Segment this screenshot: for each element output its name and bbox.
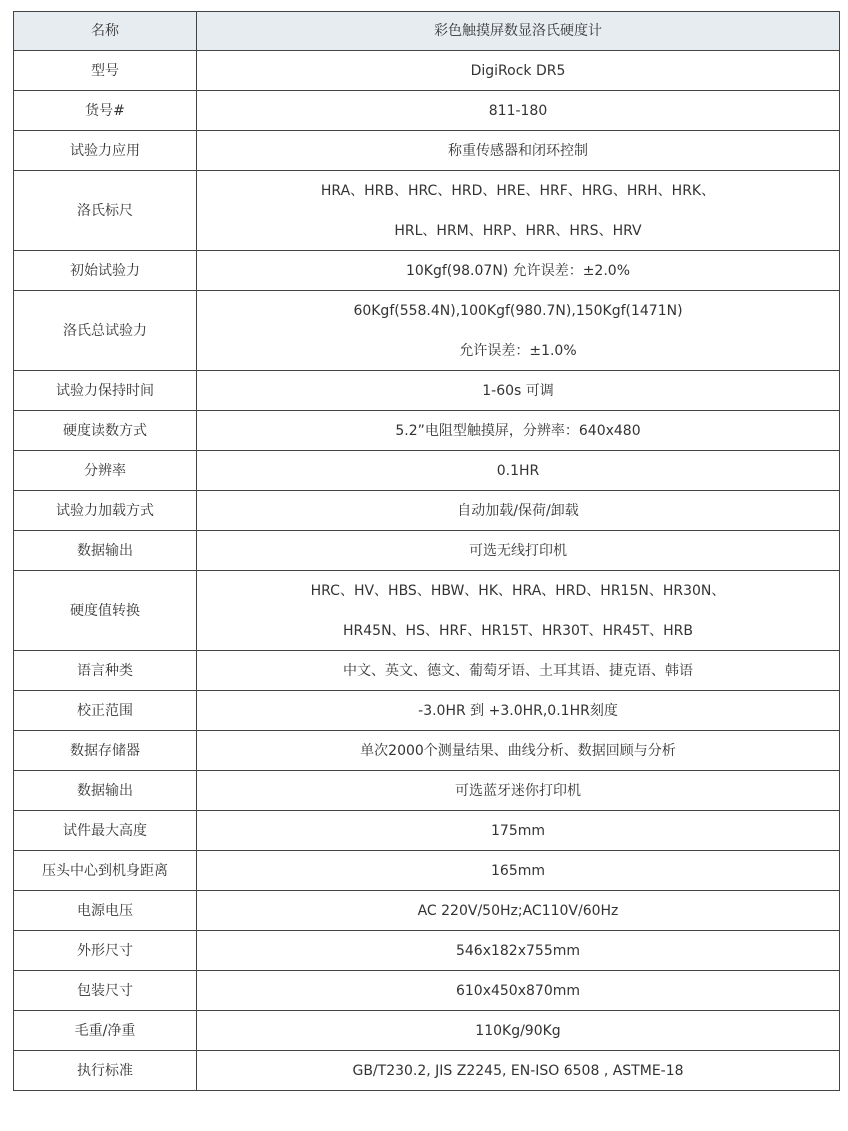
row-value-line: 自动加载/保荷/卸载 xyxy=(457,502,579,519)
table-row xyxy=(14,51,840,91)
row-label-cell: 数据输出 xyxy=(14,771,197,811)
row-value-cell xyxy=(197,811,840,851)
row-value-line: 1-60s 可调 xyxy=(482,382,554,399)
row-value-cell xyxy=(197,91,840,131)
row-value-line: -3.0HR 到 +3.0HR,0.1HR刻度 xyxy=(418,702,618,719)
row-value-line: 称重传感器和闭环控制 xyxy=(448,142,588,159)
table-row xyxy=(14,531,840,571)
row-value-cell xyxy=(197,491,840,531)
row-label-cell: 试件最大高度 xyxy=(14,811,197,851)
row-value-line: 单次2000个测量结果、曲线分析、数据回顾与分析 xyxy=(360,742,676,759)
table-row xyxy=(14,451,840,491)
row-value-line: HR45N、HS、HRF、HR15T、HR30T、HR45T、HRB xyxy=(343,622,693,639)
table-row xyxy=(14,251,840,291)
row-value-cell xyxy=(197,51,840,91)
row-value-line: HRL、HRM、HRP、HRR、HRS、HRV xyxy=(394,222,642,239)
row-value-cell xyxy=(197,731,840,771)
table-row xyxy=(14,691,840,731)
table-row xyxy=(14,1011,840,1051)
row-label-cell: 型号 xyxy=(14,51,197,91)
row-label-cell: 试验力加载方式 xyxy=(14,491,197,531)
row-value-cell xyxy=(197,931,840,971)
row-label-cell: 试验力应用 xyxy=(14,131,197,171)
table-row xyxy=(14,91,840,131)
row-value-cell xyxy=(197,451,840,491)
row-value-cell xyxy=(197,771,840,811)
row-value-cell xyxy=(197,691,840,731)
row-label-cell: 校正范围 xyxy=(14,691,197,731)
row-value-cell xyxy=(197,251,840,291)
row-value-line: 110Kg/90Kg xyxy=(475,1022,561,1039)
header-label-cell: 名称 xyxy=(14,12,197,51)
row-value-line: 中文、英文、德文、葡萄牙语、土耳其语、捷克语、韩语 xyxy=(343,662,693,679)
table-header-row xyxy=(14,12,840,51)
row-value-cell xyxy=(197,1011,840,1051)
row-value-line: 610x450x870mm xyxy=(455,982,580,999)
row-value-line: 546x182x755mm xyxy=(455,942,580,959)
row-label-cell: 电源电压 xyxy=(14,891,197,931)
row-label-cell: 洛氏总试验力 xyxy=(14,291,197,371)
row-value-line: HRA、HRB、HRC、HRD、HRE、HRF、HRG、HRH、HRK、 xyxy=(320,182,716,199)
row-label-cell: 数据存储器 xyxy=(14,731,197,771)
row-value-line: 可选蓝牙迷你打印机 xyxy=(455,782,581,799)
header-value-cell: 彩色触摸屏数显洛氏硬度计 xyxy=(197,12,840,51)
row-value-line: 允许误差：±1.0% xyxy=(459,342,577,359)
table-row xyxy=(14,1051,840,1091)
row-label-cell: 货号# xyxy=(14,91,197,131)
row-label-cell: 试验力保持时间 xyxy=(14,371,197,411)
row-value-line: 可选无线打印机 xyxy=(469,542,567,559)
row-label-cell: 语言种类 xyxy=(14,651,197,691)
row-value-line: DigiRock DR5 xyxy=(470,62,566,79)
row-value-cell xyxy=(197,131,840,171)
row-value-line: 5.2”电阻型触摸屏，分辨率：640x480 xyxy=(395,422,641,439)
row-label-cell: 压头中心到机身距离 xyxy=(14,851,197,891)
table-row xyxy=(14,291,840,371)
row-value-line: 0.1HR xyxy=(496,462,540,479)
row-label-cell: 硬度值转换 xyxy=(14,571,197,651)
row-value-cell xyxy=(197,371,840,411)
table-row xyxy=(14,771,840,811)
row-label-cell: 毛重/净重 xyxy=(14,1011,197,1051)
table-row xyxy=(14,491,840,531)
row-value-cell xyxy=(197,411,840,451)
row-value-cell xyxy=(197,851,840,891)
table-row xyxy=(14,971,840,1011)
row-value-line: 165mm xyxy=(491,862,545,879)
table-row xyxy=(14,891,840,931)
row-value-cell xyxy=(197,291,840,371)
row-value-line: AC 220V/50Hz;AC110V/60Hz xyxy=(417,902,619,919)
spec-table xyxy=(13,11,840,1091)
row-value-line: HRC、HV、HBS、HBW、HK、HRA、HRD、HR15N、HR30N、 xyxy=(310,582,726,599)
row-value-line: 60Kgf(558.4N),100Kgf(980.7N),150Kgf(1471N) xyxy=(353,302,683,319)
row-value-cell xyxy=(197,651,840,691)
table-row xyxy=(14,171,840,251)
table-row xyxy=(14,931,840,971)
row-value-cell xyxy=(197,891,840,931)
row-value-cell xyxy=(197,971,840,1011)
row-label-cell: 外形尺寸 xyxy=(14,931,197,971)
row-value-line: 10Kgf(98.07N) 允许误差：±2.0% xyxy=(405,262,631,279)
table-row xyxy=(14,371,840,411)
table-row xyxy=(14,131,840,171)
row-label-cell: 初始试验力 xyxy=(14,251,197,291)
table-row xyxy=(14,411,840,451)
row-label-cell: 洛氏标尺 xyxy=(14,171,197,251)
row-label-cell: 分辨率 xyxy=(14,451,197,491)
row-value-cell xyxy=(197,571,840,651)
table-row xyxy=(14,851,840,891)
table-row xyxy=(14,731,840,771)
spec-table-body xyxy=(14,12,840,1091)
row-value-cell xyxy=(197,171,840,251)
row-value-line: 811-180 xyxy=(488,102,548,119)
row-label-cell: 包装尺寸 xyxy=(14,971,197,1011)
table-row xyxy=(14,811,840,851)
row-label-cell: 数据输出 xyxy=(14,531,197,571)
row-value-line: 175mm xyxy=(491,822,545,839)
row-value-cell xyxy=(197,1051,840,1091)
row-label-cell: 执行标准 xyxy=(14,1051,197,1091)
table-row xyxy=(14,651,840,691)
row-value-cell xyxy=(197,531,840,571)
row-value-line: GB/T230.2, JIS Z2245, EN-ISO 6508 , ASTME-18 xyxy=(352,1062,684,1079)
table-row xyxy=(14,571,840,651)
row-label-cell: 硬度读数方式 xyxy=(14,411,197,451)
